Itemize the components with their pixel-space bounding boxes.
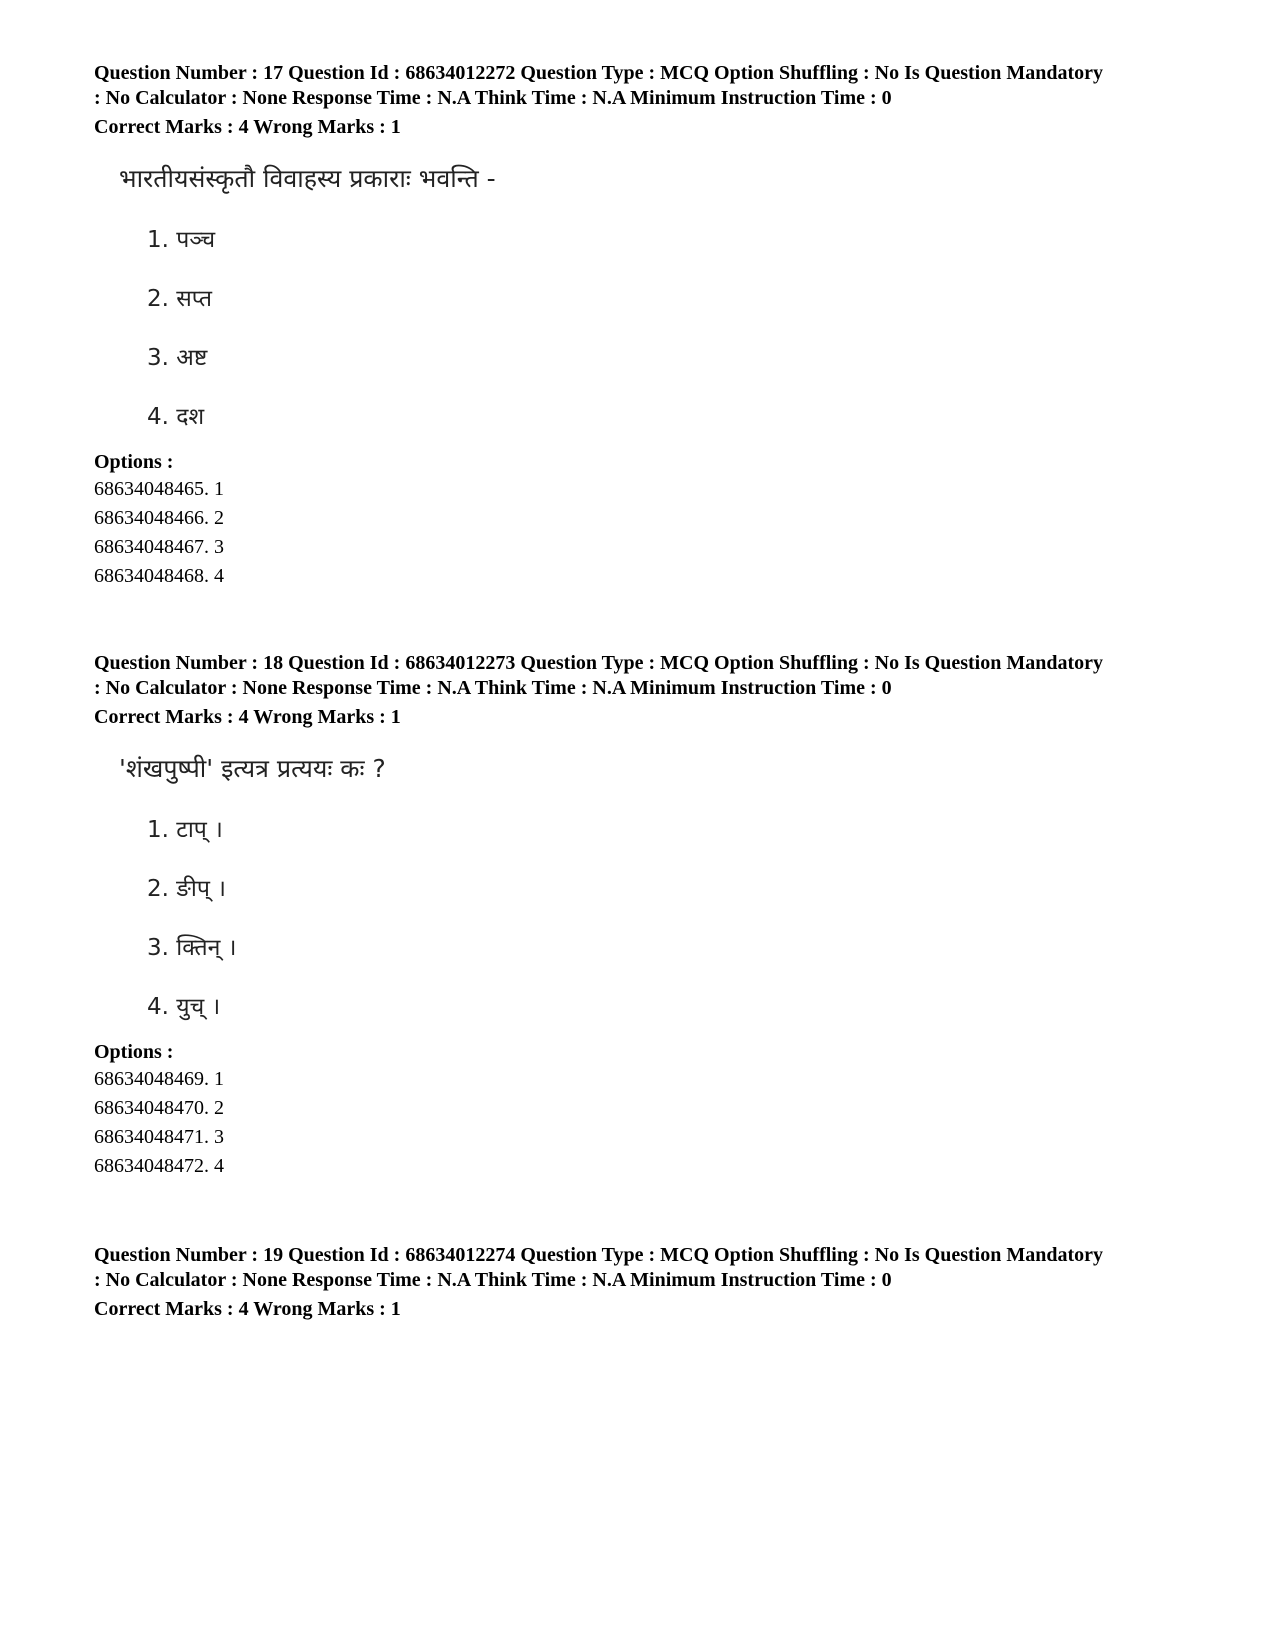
option-line: 68634048465. 1	[94, 478, 224, 500]
question-header-line1: Question Number : 18 Question Id : 68634012273 Question Type : MCQ Option Shuffling : No Is Question Mandatory	[94, 652, 1103, 674]
options-label: Options :	[94, 1041, 174, 1063]
marks-line: Correct Marks : 4 Wrong Marks : 1	[94, 1298, 401, 1320]
choice-item: 3. अष्ट	[147, 345, 208, 371]
question-image	[119, 752, 1204, 1022]
choice-item: 2. सप्त	[147, 286, 212, 312]
question-header-line1: Question Number : 19 Question Id : 68634012274 Question Type : MCQ Option Shuffling : No Is Question Mandatory	[94, 1244, 1103, 1266]
choice-item: 1. पञ्च	[147, 227, 216, 253]
question-block-18	[94, 651, 1204, 1181]
question-header-line2: : No Calculator : None Response Time : N.A Think Time : N.A Minimum Instruction Time : 0	[94, 677, 892, 699]
option-line: 68634048468. 4	[94, 565, 224, 587]
question-block-19	[94, 1243, 1204, 1322]
choice-item: 4. युच् ।	[147, 994, 221, 1020]
choice-item: 3. क्तिन् ।	[147, 935, 237, 961]
option-line: 68634048469. 1	[94, 1068, 224, 1090]
question-block-17	[94, 61, 1204, 591]
option-line: 68634048471. 3	[94, 1126, 224, 1148]
question-text: भारतीयसंस्कृतौ विवाहस्य प्रकाराः भवन्ति -	[119, 164, 496, 193]
marks-line: Correct Marks : 4 Wrong Marks : 1	[94, 706, 401, 728]
options-label: Options :	[94, 451, 174, 473]
question-header-line2: : No Calculator : None Response Time : N.A Think Time : N.A Minimum Instruction Time : 0	[94, 1269, 892, 1291]
question-header-line1: Question Number : 17 Question Id : 68634012272 Question Type : MCQ Option Shuffling : No Is Question Mandatory	[94, 62, 1103, 84]
option-line: 68634048470. 2	[94, 1097, 224, 1119]
choice-item: 2. ङीप् ।	[147, 876, 226, 902]
question-text: 'शंखपुष्पी' इत्यत्र प्रत्ययः कः ?	[119, 754, 386, 783]
choice-item: 1. टाप् ।	[147, 817, 223, 843]
question-image	[119, 162, 1204, 432]
option-line: 68634048472. 4	[94, 1155, 224, 1177]
option-line: 68634048467. 3	[94, 536, 224, 558]
marks-line: Correct Marks : 4 Wrong Marks : 1	[94, 116, 401, 138]
choice-item: 4. दश	[147, 404, 205, 430]
question-header-line2: : No Calculator : None Response Time : N.A Think Time : N.A Minimum Instruction Time : 0	[94, 87, 892, 109]
option-line: 68634048466. 2	[94, 507, 224, 529]
